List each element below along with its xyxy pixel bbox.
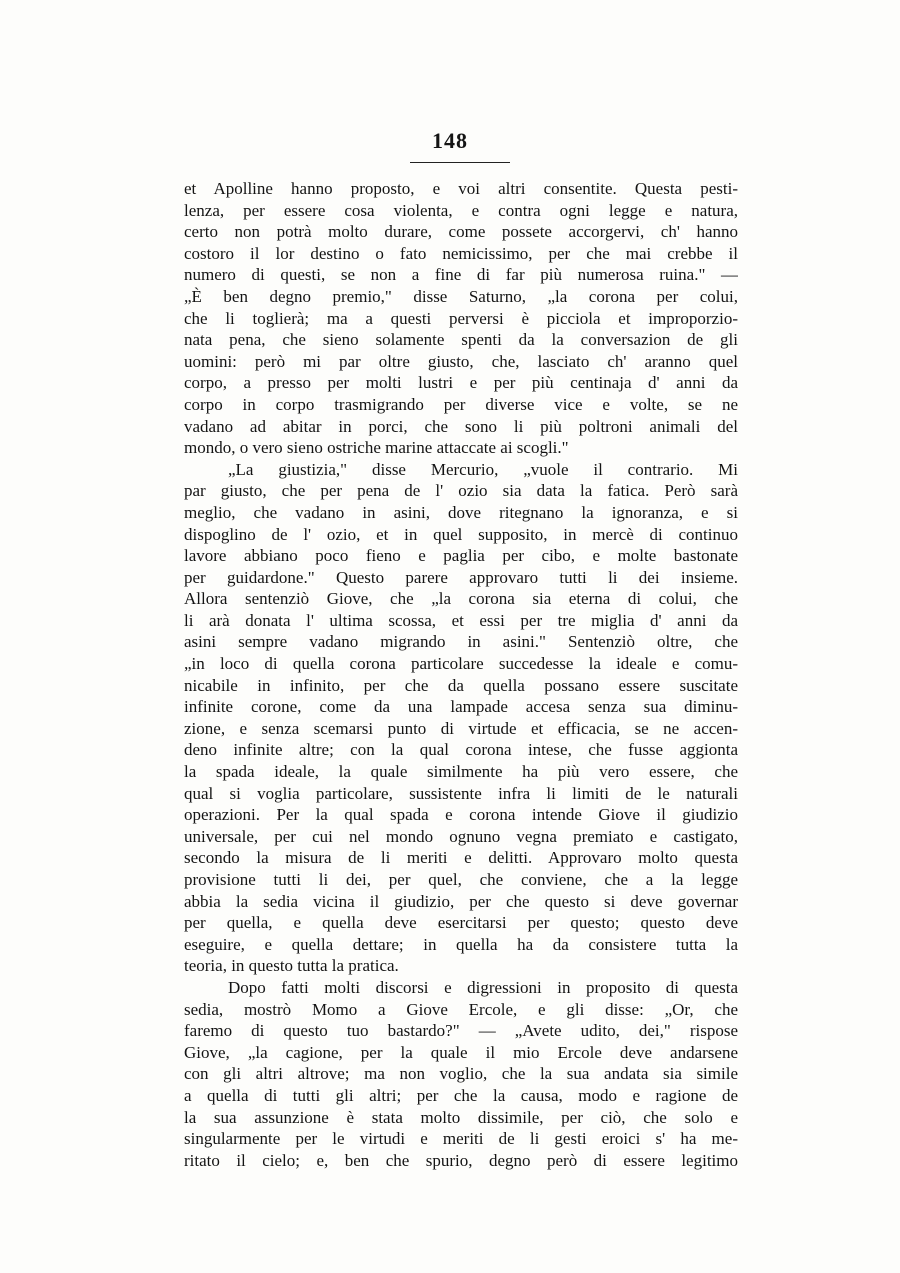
text-line: uomini: però mi par oltre giusto, che, lasciato ch' aranno quel (184, 351, 738, 371)
text-line: mondo, o vero sieno ostriche marine attaccate ai scogli." (184, 438, 569, 458)
text-line: „in loco di quella corona particolare succedesse la ideale e comu- (184, 654, 738, 674)
text-line: „La giustizia," disse Mercurio, „vuole il contrario. Mi (228, 459, 738, 479)
text-line: che li toglierà; ma a questi perversi è picciola et improporzio- (184, 308, 738, 328)
text-line: „È ben degno premio," disse Saturno, „la corona per colui, (184, 286, 738, 306)
header-rule (410, 162, 510, 163)
body-text (184, 178, 738, 1171)
text-line: infinite corone, come da una lampade accesa senza sua diminu- (184, 697, 738, 717)
text-line: meglio, che vadano in asini, dove ritegnano la ignoranza, e si (184, 502, 738, 522)
text-line: con gli altri altrove; ma non voglio, che la sua andata sia simile (184, 1064, 738, 1084)
text-line: la sua assunzione è stata molto dissimile, per ciò, che solo e (184, 1107, 738, 1127)
text-line: li arà donata l' ultima scossa, et essi per tre miglia d' anni da (184, 610, 738, 630)
text-line: abbia la sedia vicina il giudizio, per che questo si deve governar (184, 891, 738, 911)
text-line: qual si voglia particolare, sussistente infra li limiti de le naturali (184, 783, 738, 803)
text-line: certo non potrà molto durare, come possete accorgervi, ch' hanno (184, 222, 738, 242)
text-line: zione, e senza scemarsi punto di virtude et efficacia, se ne accen- (184, 718, 738, 738)
text-line: et Apolline hanno proposto, e voi altri consentite. Questa pesti- (184, 179, 738, 198)
text-line: par giusto, che per pena de l' ozio sia data la fatica. Però sarà (184, 481, 738, 501)
text-line: corpo in corpo trasmigrando per diverse vice e volte, se ne (184, 394, 738, 414)
text-line: eseguire, e quella dettare; in quella ha da consistere tutta la (184, 934, 738, 954)
page-number: 148 (432, 128, 468, 153)
text-line: faremo di questo tuo bastardo?" — „Avete udito, dei," rispose (184, 1021, 738, 1041)
text-line: dispoglino de l' ozio, et in quel supposito, in mercè di continuo (184, 524, 738, 544)
text-line: nata pena, che sieno solamente spenti da la conversazion de gli (184, 330, 738, 350)
text-line: a quella di tutti gli altri; per che la causa, modo e ragione de (184, 1085, 738, 1105)
text-line: Allora sentenziò Giove, che „la corona sia eterna di colui, che (184, 589, 738, 609)
text-line: vadano ad abitar in porci, che sono li più poltroni animali del (184, 416, 738, 436)
text-line: Dopo fatti molti discorsi e digressioni in proposito di questa (228, 977, 738, 997)
text-line: deno infinite altre; con la qual corona intese, che fusse aggionta (184, 740, 738, 760)
text-line: ritato il cielo; e, ben che spurio, degno però di essere legitimo (184, 1150, 738, 1170)
text-line: universale, per cui nel mondo ognuno vegna premiato e castigato, (184, 826, 738, 846)
text-line: singularmente per le virtudi e meriti de li gesti eroici s' ha me- (184, 1129, 738, 1149)
text-line: nicabile in infinito, per che da quella possano essere suscitate (184, 675, 738, 695)
text-line: corpo, a presso per molti lustri e per più centinaja d' anni da (184, 373, 738, 393)
text-line: teoria, in questo tutta la pratica. (184, 956, 399, 976)
text-line: lenza, per essere cosa violenta, e contra ogni legge e natura, (184, 200, 738, 220)
text-line: secondo la misura de li meriti e delitti. Approvaro molto questa (184, 848, 738, 868)
text-line: per quella, e quella deve esercitarsi per questo; questo deve (184, 913, 738, 933)
text-line: provisione tutti li dei, per quel, che conviene, che a la legge (184, 870, 738, 889)
text-line: operazioni. Per la qual spada e corona intende Giove il giudizio (184, 805, 738, 825)
text-line: la spada ideale, la quale similmente ha più vero essere, che (184, 762, 738, 782)
text-line: sedia, mostrò Momo a Giove Ercole, e gli disse: „Or, che (184, 999, 738, 1019)
text-line: lavore abbiano poco fieno e paglia per cibo, e molte bastonate (184, 546, 738, 566)
text-line: asini sempre vadano migrando in asini." Sentenziò oltre, che (184, 632, 738, 652)
text-line: numero di questi, se non a fine di far più numerosa ruina." — (184, 265, 738, 285)
text-line: per guidardone." Questo parere approvaro tutti li dei insieme. (184, 567, 738, 587)
text-line: costoro il lor destino o fato nemicissimo, per che mai crebbe il (184, 243, 738, 263)
text-line: Giove, „la cagione, per la quale il mio Ercole deve andarsene (184, 1042, 738, 1062)
